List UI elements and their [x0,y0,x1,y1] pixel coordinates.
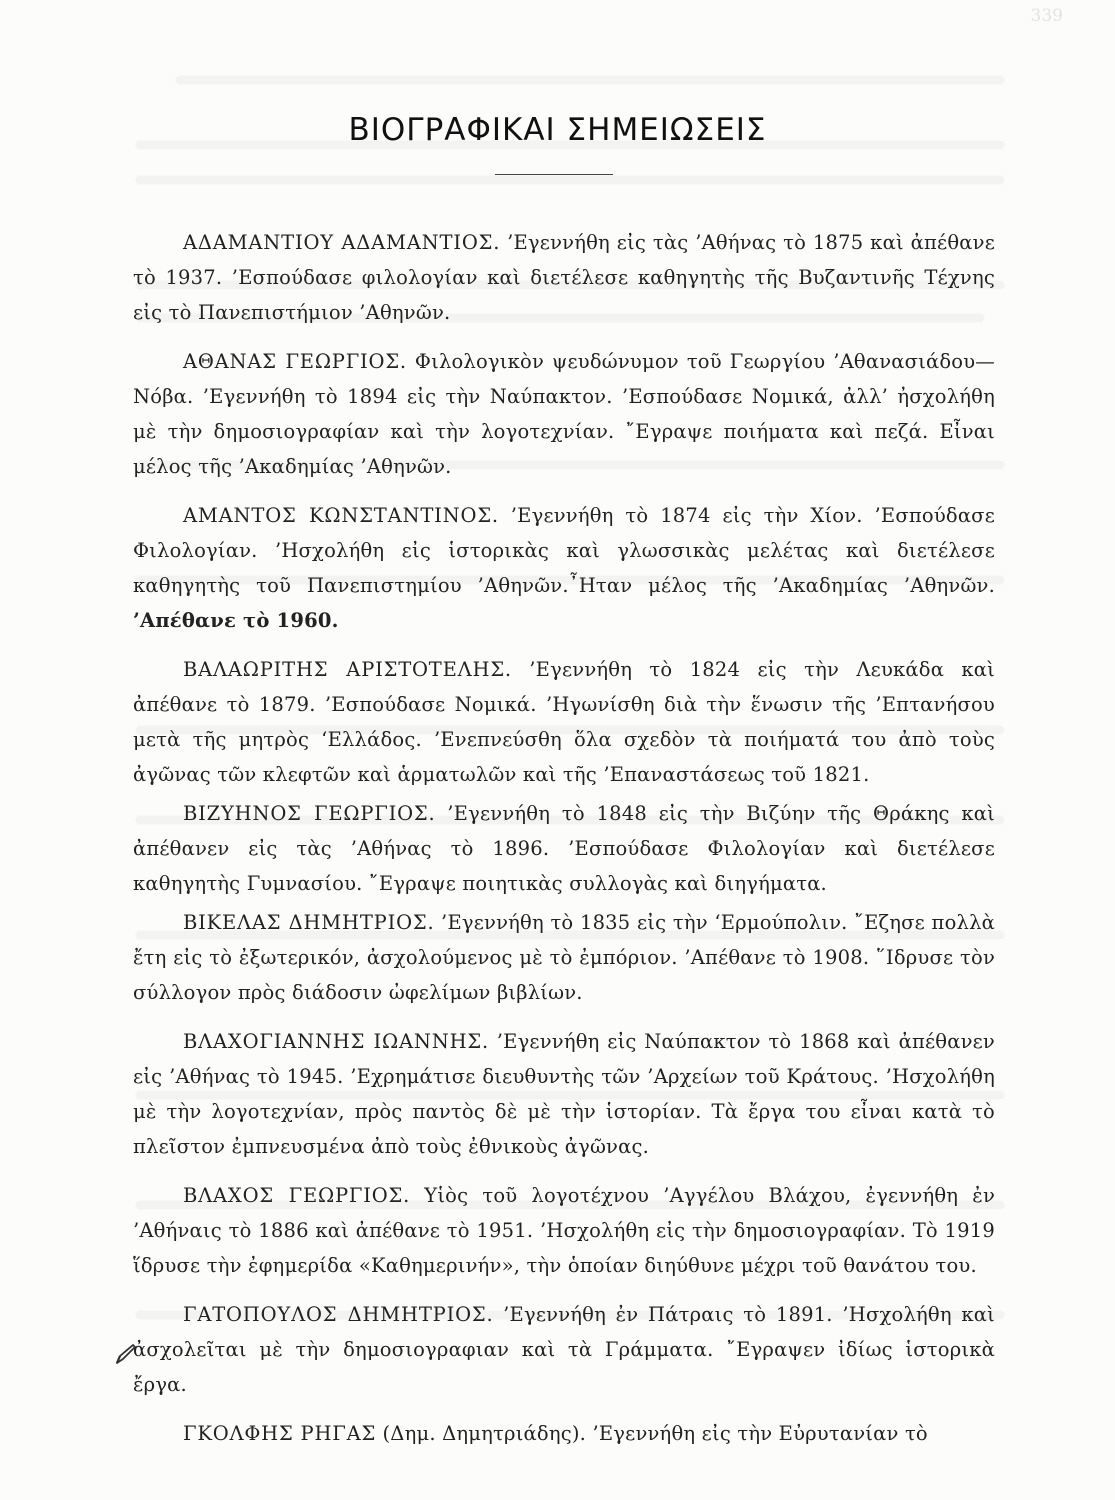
entry-name: ΑΔΑΜΑΝΤΙΟΥ ΑΔΑΜΑΝΤΙΟΣ. [183,231,501,254]
entry-text: (Δημ. Δημητριάδης). ’Εγεννήθη εἰς τὴν Εὐρυτανίαν τὸ [382,1422,928,1445]
entry-name: ΒΛΑΧΟΓΙΑΝΝΗΣ ΙΩΑΝΝΗΣ. [183,1030,489,1053]
entry-text: Φιλολογικὸν ψευδώνυμον τοῦ Γεωργίου ’Αθανασιάδου—Νόβα. ’Εγεννήθη τὸ 1894 εἰς τὴν Ναύπακτον. ’Εσπούδασε Νομικά, ἀλλ’ ἠσχολήθη μὲ τὴν δημοσιογραφίαν καὶ τὴν λογοτεχνίαν. ῎Εγραψε ποιήματα καὶ πεζά. Εἶναι μέλος τῆς ’Ακαδημίας ’Αθηνῶν. [133,350,996,478]
entry-name: ΒΙΚΕΛΑΣ ΔΗΜΗΤΡΙΟΣ. [183,911,435,934]
biography-entry [133,1178,995,1283]
biography-entry [133,1297,995,1402]
biography-list [133,225,995,1451]
biography-entry [133,498,995,638]
biography-entry [133,652,995,792]
page-title: ΒΙΟΓΡΑΦΙΚΑΙ ΣΗΜΕΙΩΣΕΙΣ [348,112,767,148]
entry-death-note: ’Απέθανε τὸ 1960. [133,609,339,632]
entry-name: ΒΛΑΧΟΣ ΓΕΩΡΓΙΟΣ. [183,1184,411,1207]
entry-name: ΓΑΤΟΠΟΥΛΟΣ ΔΗΜΗΤΡΙΟΣ. [183,1303,494,1326]
page-number: 339 [1030,6,1063,26]
biography-entry [133,225,995,330]
pen-mark-icon [114,1342,138,1366]
entry-text: ’Εγεννήθη εἰς Ναύπακτον τὸ 1868 καὶ ἀπέθανεν εἰς ’Αθήνας τὸ 1945. ’Εχρημάτισε διευθυντὴς τῶν ’Αρχείων τοῦ Κράτους. ’Ησχολήθη μὲ τὴν λογοτεχνίαν, πρὸς παντὸς δὲ μὲ τὴν ἱστορίαν. Τὰ ἔργα του εἶναι κατὰ τὸ πλεῖστον ἐμπνευσμένα ἀπὸ τοὺς ἐθνικοὺς ἀγῶνας. [133,1030,995,1158]
entry-text: ’Εγεννήθη τὸ 1874 εἰς τὴν Χίον. ’Εσπούδασε Φιλολογίαν. ’Ησχολήθη εἰς ἱστορικὰς καὶ γλωσσικὰς μελέτας καὶ διετέλεσε καθηγητὴς τοῦ Πανεπιστημίου ’Αθηνῶν.῏Ηταν μέλος τῆς ’Ακαδημίας ’Αθηνῶν. [133,504,996,597]
biography-entry [133,905,995,1010]
entry-text: ’Εγεννήθη τὸ 1824 εἰς τὴν Λευκάδα καὶ ἀπέθανε τὸ 1879. ’Εσπούδασε Νομικά. ’Ηγωνίσθη διὰ τὴν ἕνωσιν τῆς ’Επτανήσου μετὰ τῆς μητρὸς ‘Ελλάδος. ’Ενεπνεύσθη ὅλα σχεδὸν τὰ ποιήματά του ἀπὸ τοὺς ἀγῶνας τῶν κλεφτῶν καὶ ἁρματωλῶν καὶ τῆς ’Επαναστάσεως τοῦ 1821. [133,658,996,786]
entry-name: ΒΙΖΥΗΝΟΣ ΓΕΩΡΓΙΟΣ. [183,802,436,825]
biography-entry [133,796,995,901]
entry-name: ΑΘΑΝΑΣ ΓΕΩΡΓΙΟΣ. [183,350,407,373]
entry-text: Υἱὸς τοῦ λογοτέχνου ’Αγγέλου Βλάχου, ἐγεννήθη ἐν ’Αθήναις τὸ 1886 καὶ ἀπέθανε τὸ 1951. ’Ησχολήθη εἰς τὴν δημοσιογραφίαν. Τὸ 1919 ἵδρυσε τὴν ἐφημερίδα «Καθημερινήν», τὴν ὁποίαν διηύθυνε μέχρι τοῦ θανάτου του. [133,1184,995,1277]
biography-entry [133,344,995,484]
entry-text: ’Εγεννήθη εἰς τὰς ’Αθήνας τὸ 1875 καὶ ἀπέθανε τὸ 1937. ’Εσπούδασε φιλολογίαν καὶ διετέλεσε καθηγητὴς τῆς Βυζαντινῆς Τέχνης εἰς τὸ Πανεπιστήμιον ’Αθηνῶν. [133,231,995,324]
entry-name: ΓΚΟΛΦΗΣ ΡΗΓΑΣ [183,1422,377,1445]
entry-text: ’Εγεννήθη τὸ 1835 εἰς τὴν ‘Ερμούπολιν. ῎Εζησε πολλὰ ἔτη εἰς τὸ ἐξωτερικόν, ἀσχολούμενος μὲ τὸ ἐμπόριον. ’Απέθανε τὸ 1908. ῞Ιδρυσε τὸν σύλλογον πρὸς διάδοσιν ὠφελίμων βιβλίων. [133,911,995,1004]
biography-entry [133,1024,995,1164]
entry-name: ΒΑΛΑΩΡΙΤΗΣ ΑΡΙΣΤΟΤΕΛΗΣ. [183,658,512,681]
entry-text: ’Εγεννήθη τὸ 1848 εἰς τὴν Βιζύην τῆς Θράκης καὶ ἀπέθανεν εἰς τὰς ’Αθήνας τὸ 1896. ’Εσπούδασε Φιλολογίαν καὶ διετέλεσε καθηγητὴς Γυμνασίου. ῎Εγραψε ποιητικὰς συλλογὰς καὶ διηγήματα. [133,802,995,895]
entry-name: ΑΜΑΝΤΟΣ ΚΩΝΣΤΑΝΤΙΝΟΣ. [183,504,499,527]
title-divider [495,174,613,175]
entry-text: ’Εγεννήθη ἐν Πάτραις τὸ 1891. ’Ησχολήθη καὶ ἀσχολεῖται μὲ τὴν δημοσιογραφιαν καὶ τὰ Γράμματα. ῎Εγραψεν ἰδίως ἱστορικὰ ἔργα. [133,1303,995,1396]
biography-entry [133,1416,995,1451]
